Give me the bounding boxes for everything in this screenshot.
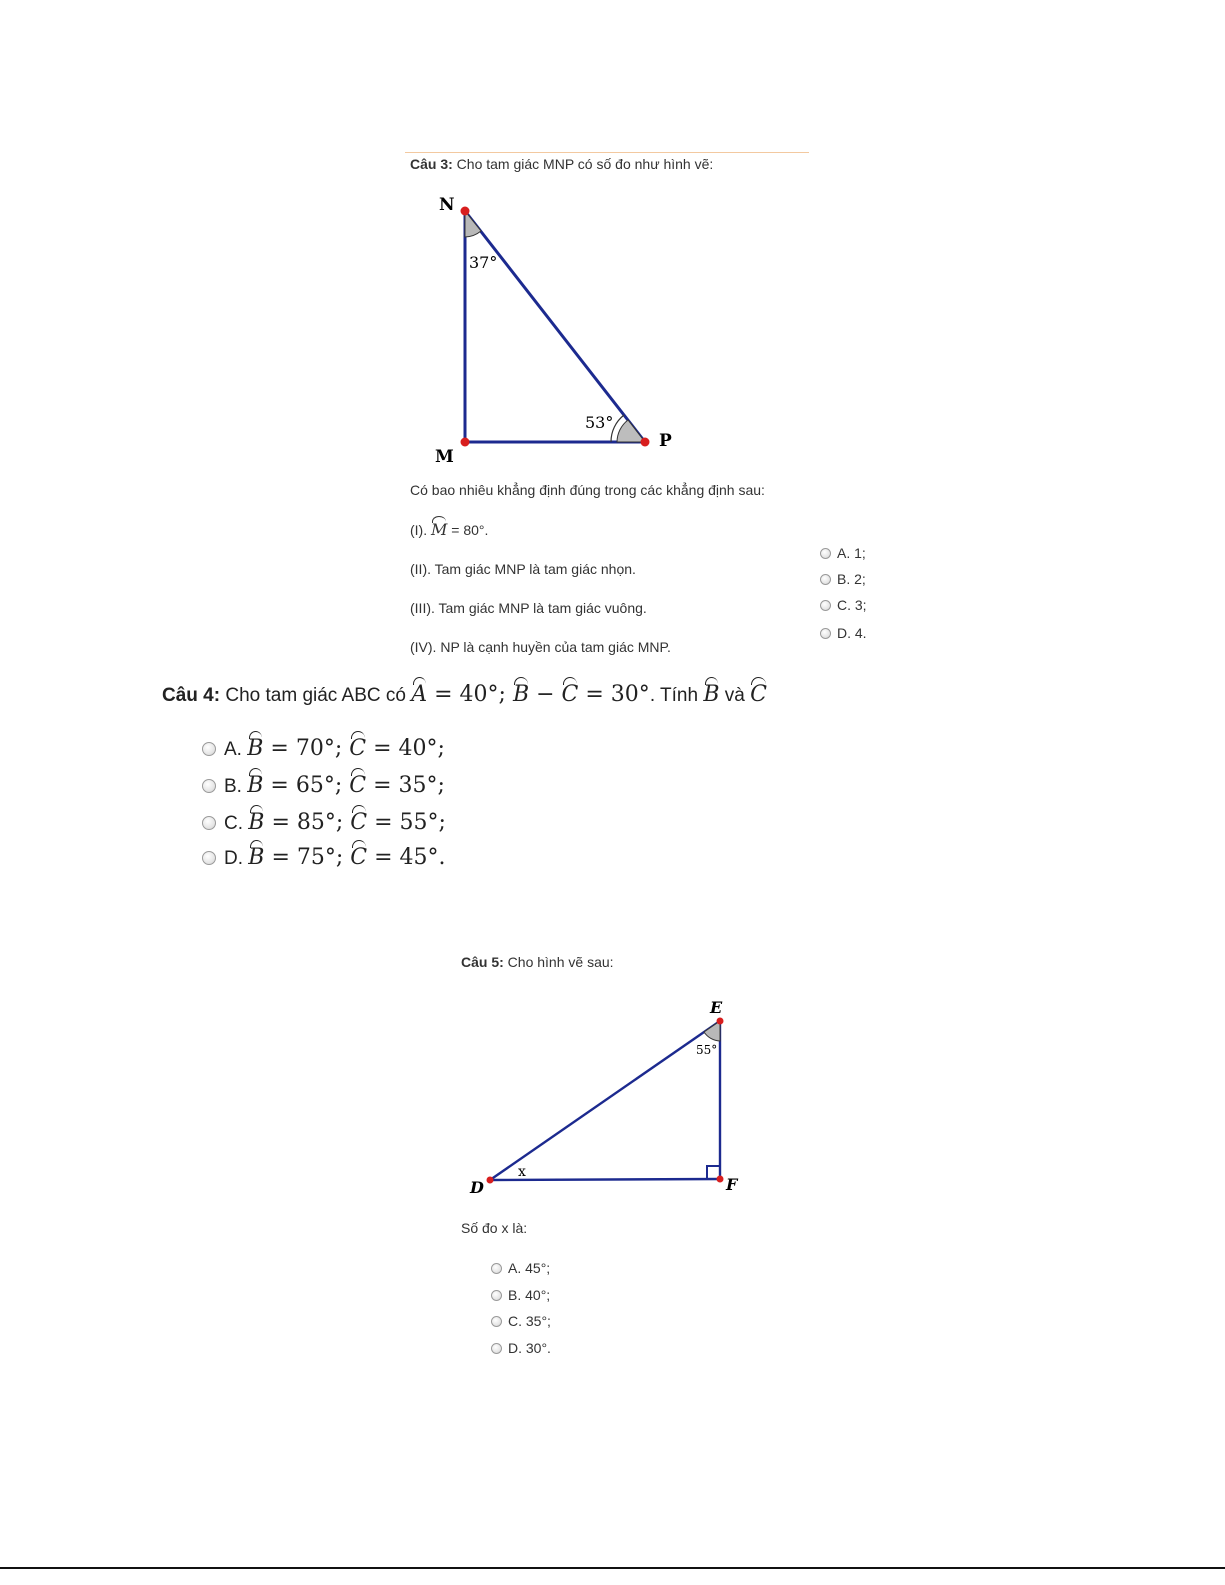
q3-option-a[interactable] <box>820 545 866 561</box>
semicolon: ; <box>335 845 351 870</box>
angle-n-mark <box>465 211 481 237</box>
option-end: ; <box>437 736 445 761</box>
q3-triangle-figure <box>420 185 690 470</box>
q4-option-a[interactable] <box>202 736 445 761</box>
value-b: = 70° <box>263 736 335 761</box>
var-c: C <box>349 773 367 798</box>
side-np <box>465 211 645 442</box>
angle-e-mark <box>704 1021 720 1041</box>
s1-var: M <box>431 520 448 539</box>
label-angle-e: 55° <box>696 1043 718 1057</box>
q4-cond2-var1: B <box>512 682 530 707</box>
q4-cond2-var2: C <box>561 682 579 707</box>
q4-cond1-var: A <box>411 682 428 707</box>
q3-statement-4: (IV). NP là cạnh huyền của tam giác MNP. <box>410 639 671 655</box>
semicolon: ; <box>334 773 350 798</box>
q4-cond2-minus: − <box>529 682 562 707</box>
q5-triangle-figure <box>460 990 760 1205</box>
q3-statement-3: (III). Tam giác MNP là tam giác vuông. <box>410 600 647 616</box>
value-c: = 55° <box>367 810 439 835</box>
radio-button[interactable] <box>820 628 831 639</box>
semicolon: ; <box>334 736 350 761</box>
option-label: D. 4. <box>837 625 867 641</box>
radio-button[interactable] <box>202 816 216 830</box>
q3-option-c[interactable] <box>820 597 867 613</box>
radio-button[interactable] <box>820 600 831 611</box>
option-label: B. 2; <box>837 571 866 587</box>
q4-cond1-val: = 40° <box>427 682 499 707</box>
q5-label: Câu 5: <box>461 954 504 970</box>
label-angle-p: 53° <box>585 413 614 432</box>
q4-option-d[interactable] <box>202 845 446 870</box>
q5-text: Cho hình vẽ sau: <box>503 954 614 970</box>
label-d: D <box>470 1178 484 1197</box>
semicolon: ; <box>335 810 351 835</box>
label-m: M <box>435 447 454 467</box>
option-end: . <box>438 845 446 870</box>
q4-ask-var2: C <box>750 682 767 707</box>
radio-button[interactable] <box>820 548 831 559</box>
option-label: A. 45°; <box>508 1260 551 1276</box>
label-n: N <box>439 195 455 215</box>
q3-text: Cho tam giác MNP có số đo như hình vẽ: <box>452 156 714 172</box>
radio-button[interactable] <box>820 574 831 585</box>
side-ed <box>490 1021 720 1180</box>
q4-label: Câu 4: <box>162 685 221 706</box>
option-letter: B. <box>224 776 248 797</box>
q4-ask-and: và <box>719 685 751 706</box>
radio-button[interactable] <box>491 1316 502 1327</box>
var-b: B <box>248 810 265 835</box>
option-end: ; <box>438 810 446 835</box>
option-end: ; <box>437 773 445 798</box>
radio-button[interactable] <box>491 1263 502 1274</box>
page-bottom-border <box>0 1567 1225 1569</box>
option-label: C. 3; <box>837 597 867 613</box>
option-label: C. 35°; <box>508 1313 551 1329</box>
option-letter: A. <box>224 739 248 760</box>
q4-heading <box>162 682 767 707</box>
point-f <box>717 1176 724 1183</box>
q4-option-b[interactable] <box>202 773 445 798</box>
label-angle-n: 37° <box>469 253 498 272</box>
q3-label: Câu 3: <box>410 156 453 172</box>
value-c: = 45° <box>367 845 439 870</box>
value-b: = 85° <box>264 810 336 835</box>
var-c: C <box>349 736 367 761</box>
radio-button[interactable] <box>491 1290 502 1301</box>
radio-button[interactable] <box>202 779 216 793</box>
q5-option-c[interactable] <box>491 1313 551 1329</box>
var-b: B <box>247 773 264 798</box>
var-c: C <box>350 845 368 870</box>
option-label: A. 1; <box>837 545 866 561</box>
radio-button[interactable] <box>202 851 216 865</box>
option-letter: D. <box>224 848 249 869</box>
option-label: D. 30°. <box>508 1340 551 1356</box>
point-n <box>461 207 470 216</box>
q3-heading <box>410 156 713 172</box>
section-divider <box>405 152 809 153</box>
option-letter: C. <box>224 813 249 834</box>
q4-sep: ; <box>498 682 513 707</box>
var-c: C <box>350 810 368 835</box>
label-f: F <box>726 1175 738 1194</box>
radio-button[interactable] <box>202 742 216 756</box>
label-p: P <box>659 431 672 451</box>
q3-prompt: Có bao nhiêu khẳng định đúng trong các khẳng định sau: <box>410 482 765 498</box>
point-d <box>487 1177 494 1184</box>
q4-tail: . Tính <box>649 685 704 706</box>
q5-option-b[interactable] <box>491 1287 550 1303</box>
q3-option-b[interactable] <box>820 571 866 587</box>
point-e <box>717 1018 724 1025</box>
s1-suffix: = 80°. <box>447 522 489 538</box>
q4-cond2-val: = 30° <box>578 682 650 707</box>
q5-prompt: Số đo x là: <box>461 1220 528 1236</box>
q3-statement-2: (II). Tam giác MNP là tam giác nhọn. <box>410 561 636 577</box>
label-angle-d: x <box>518 1164 526 1180</box>
radio-button[interactable] <box>491 1343 502 1354</box>
q4-option-c[interactable] <box>202 810 446 835</box>
var-b: B <box>247 736 264 761</box>
value-b: = 65° <box>263 773 335 798</box>
value-c: = 40° <box>366 736 438 761</box>
point-p <box>641 438 650 447</box>
q5-option-a[interactable] <box>491 1260 550 1276</box>
q3-statement-1 <box>410 520 488 539</box>
option-label: B. 40°; <box>508 1287 551 1303</box>
value-c: = 35° <box>366 773 438 798</box>
q3-option-d[interactable] <box>820 625 867 641</box>
q4-ask-var1: B <box>703 682 720 707</box>
q4-text: Cho tam giác ABC có <box>220 685 412 706</box>
s1-prefix: (I). <box>410 522 431 538</box>
label-e: E <box>710 998 723 1017</box>
point-m <box>461 438 470 447</box>
q5-heading <box>461 954 614 970</box>
value-b: = 75° <box>264 845 336 870</box>
angle-p-mark <box>617 420 645 442</box>
q5-option-d[interactable] <box>491 1340 551 1356</box>
var-b: B <box>248 845 265 870</box>
